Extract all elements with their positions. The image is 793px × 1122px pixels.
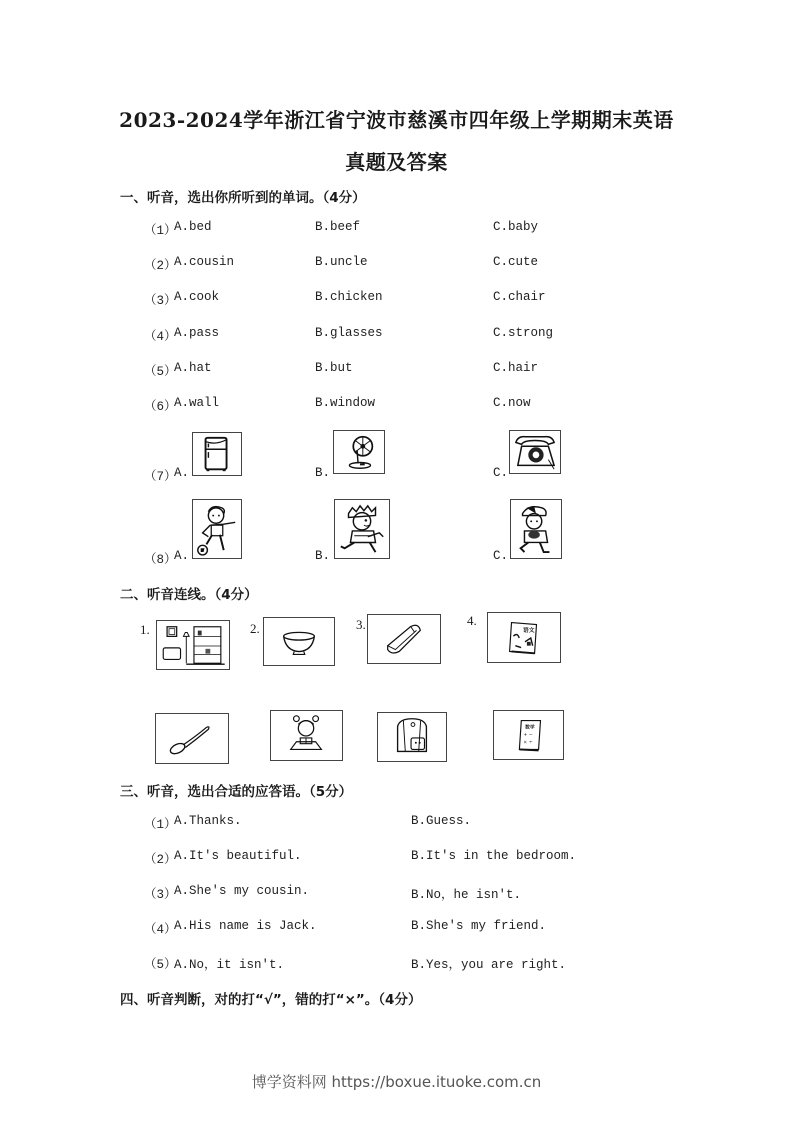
option-b: B.glasses — [315, 326, 383, 340]
fan-icon — [334, 431, 384, 473]
boy-with-cap-icon — [511, 500, 561, 558]
spoon-image — [155, 713, 229, 764]
option-b: B.beef — [315, 220, 361, 234]
schoolbag-icon — [378, 713, 446, 761]
option-a: A.hat — [174, 361, 212, 375]
boy-running-icon — [335, 500, 389, 558]
question-number: （7） — [144, 470, 177, 484]
question-number: （5） — [144, 365, 177, 379]
eraser-icon — [368, 615, 440, 663]
option-a: A.pass — [174, 326, 220, 340]
option-b-label: B. — [315, 549, 331, 563]
svg-text:数学: 数学 — [525, 725, 535, 731]
question-number: （6） — [144, 400, 177, 414]
svg-text:× ÷: × ÷ — [523, 740, 533, 746]
option-a: A.cousin — [174, 255, 235, 269]
eraser-image — [367, 614, 441, 664]
option-b: B.window — [315, 396, 376, 410]
option-c: C.hair — [493, 361, 539, 375]
option-b-label: B. — [315, 466, 331, 480]
question-number: （1） — [144, 224, 177, 238]
option-a: A.Thanks. — [174, 814, 242, 828]
fridge-image — [192, 432, 242, 476]
question-number: （2） — [144, 853, 177, 867]
section1-heading: 一、听音，选出你所听到的单词。（4分） — [120, 190, 366, 206]
option-a: A.wall — [174, 396, 220, 410]
option-c: C.baby — [493, 220, 539, 234]
svg-text:+ −: + − — [523, 732, 533, 738]
svg-text:语文: 语文 — [523, 628, 535, 635]
question-number: （3） — [144, 294, 177, 308]
math-book-icon — [494, 711, 563, 759]
option-b: B.uncle — [315, 255, 368, 269]
document-title-line2: 真题及答案 — [345, 150, 448, 174]
section3-heading: 三、听音，选出合适的应答语。（5分） — [120, 784, 353, 800]
item-number: 3. — [356, 617, 366, 632]
question-number: （5） — [144, 958, 177, 972]
question-number: （1） — [144, 818, 177, 832]
telephone-icon — [510, 431, 560, 473]
question-number: （8） — [144, 553, 177, 567]
option-a: A.His name is Jack. — [174, 919, 317, 933]
girl-reading-icon — [271, 711, 342, 760]
question-number: （2） — [144, 259, 177, 273]
chinese-book-image — [487, 612, 561, 663]
math-book-image — [493, 710, 564, 760]
bowl-image — [263, 617, 335, 666]
item-number: 1. — [140, 622, 150, 637]
option-a: A.She's my cousin. — [174, 884, 310, 898]
girl-reading-image — [270, 710, 343, 761]
option-c: C.strong — [493, 326, 554, 340]
boy-kicking-ball-icon — [193, 500, 241, 558]
schoolbag-image — [377, 712, 447, 762]
boy-with-cap-image — [510, 499, 562, 559]
option-b: B.It's in the bedroom. — [411, 849, 577, 863]
question-number: （4） — [144, 330, 177, 344]
option-a: A.bed — [174, 220, 212, 234]
question-number: （4） — [144, 923, 177, 937]
telephone-image — [509, 430, 561, 474]
option-b: B.She's my friend. — [411, 919, 547, 933]
question-number: （3） — [144, 888, 177, 902]
option-c-label: C. — [493, 466, 509, 480]
option-b: B.Guess. — [411, 814, 472, 828]
option-a: A.No，it isn't. — [174, 958, 285, 972]
section2-heading: 二、听音连线。（4分） — [120, 587, 258, 603]
option-c: C.now — [493, 396, 531, 410]
living-room-icon — [157, 621, 229, 669]
fridge-icon — [193, 433, 241, 475]
option-b: B.chicken — [315, 290, 383, 304]
section4-heading: 四、听音判断，对的打“√”，错的打“×”。（4分） — [120, 992, 422, 1008]
chinese-book-icon — [488, 613, 560, 662]
document-title-line1: 2023-2024学年浙江省宁波市慈溪市四年级上学期期末英语 — [119, 108, 674, 132]
boy-running-image — [334, 499, 390, 559]
footer-watermark: 博学资料网 https://boxue.ituoke.com.cn — [251, 1073, 542, 1091]
option-c-label: C. — [493, 549, 509, 563]
option-a-label: A. — [174, 549, 190, 563]
option-c: C.cute — [493, 255, 539, 269]
fan-image — [333, 430, 385, 474]
spoon-icon — [156, 714, 228, 763]
option-b: B.Yes，you are right. — [411, 958, 567, 972]
living-room-image — [156, 620, 230, 670]
option-a: A.cook — [174, 290, 220, 304]
item-number: 4. — [467, 613, 477, 628]
bowl-icon — [264, 618, 334, 665]
option-a: A.It's beautiful. — [174, 849, 302, 863]
option-b: B.No，he isn't. — [411, 888, 522, 902]
option-b: B.but — [315, 361, 353, 375]
option-a-label: A. — [174, 466, 190, 480]
boy-kicking-ball-image — [192, 499, 242, 559]
item-number: 2. — [250, 621, 260, 636]
option-c: C.chair — [493, 290, 546, 304]
